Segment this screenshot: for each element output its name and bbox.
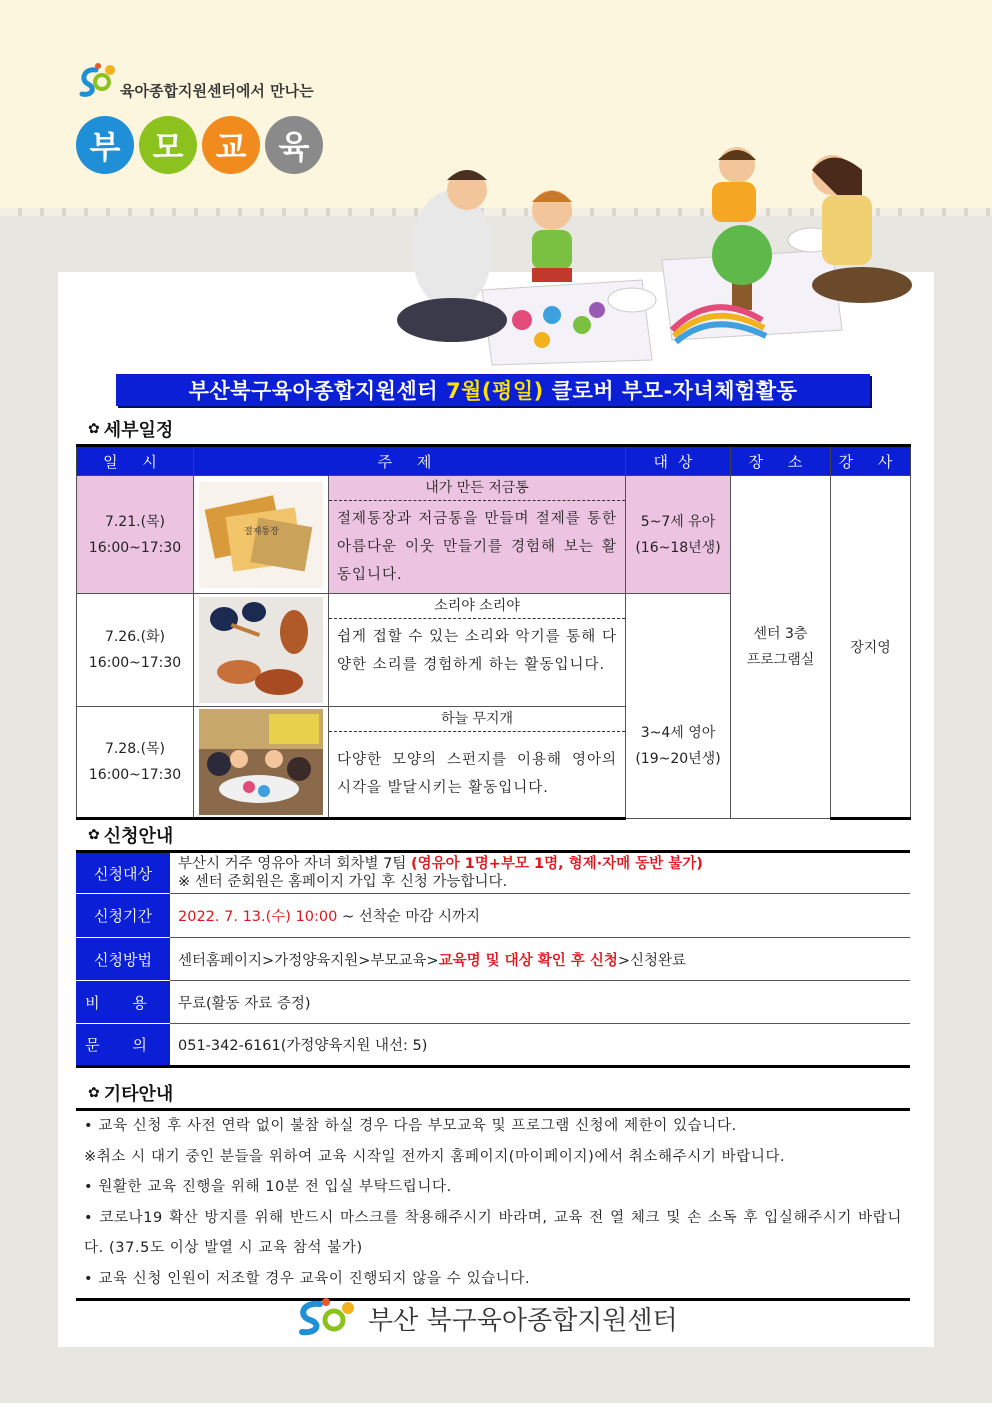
apply-method-label: 신청방법 [76,938,170,981]
header-date: 일 시 [77,446,194,476]
apply-method-path: 센터홈페이지>가정양육지원>부모교육> [178,952,439,969]
session-date: 7.21.(목) [104,513,166,530]
footer-logo-icon [296,1296,362,1340]
apply-period-value [170,894,910,938]
apply-target-note: ※ 센터 준회원은 홈페이지 가입 후 신청 가능합니다. [178,874,508,890]
apply-contact-label: 문 의 [76,1024,170,1067]
target-birth-years: (19~20년생) [635,751,721,767]
table-row [76,852,910,894]
apply-period-label: 신청기간 [76,894,170,938]
apply-method-suffix: >신청완료 [617,952,687,969]
notes-title-text: 기타안내 [103,1084,174,1105]
apply-cost-value: 무료(활동 자료 증정) [170,981,910,1024]
place-cell [731,476,831,819]
header-place: 장 소 [731,446,831,476]
apply-period-end: ~ 선착순 마감 시까지 [337,909,480,925]
schedule-title-text: 세부일정 [103,420,174,441]
session-date: 7.28.(목) [104,741,166,757]
schedule-section-title [88,416,173,442]
footer [296,1296,678,1340]
family-painting-illustration [392,140,912,370]
session-topic [329,707,626,819]
session-photo-cell [194,707,329,819]
apply-title-text: 신청안내 [103,826,174,847]
target-birth-years: (16~18년생) [635,539,721,556]
footer-org-name: 부산 북구육아종합지원센터 [368,1305,678,1336]
maracas-photo [199,597,323,703]
session-time: 16:00~17:30 [88,767,182,783]
apply-target-text: 부산시 거주 영유아 자녀 회차별 7팀 [178,856,411,872]
table-row [76,981,910,1024]
table-row [76,894,910,938]
session-photo-cell [194,594,329,707]
session-title: 하늘 무지개 [329,707,625,732]
list-item: • 교육 신청 후 사전 연락 없이 불참 하실 경우 다음 부모교육 및 프로그램 신청에 제한이 있습니다. [84,1118,737,1134]
session-datetime [77,707,194,819]
session-title: 소리야 소리야 [329,594,625,619]
header-instructor: 강 사 [831,446,911,476]
title-char-3: 교 [202,116,260,174]
header-target: 대상 [626,446,731,476]
session-datetime [77,594,194,707]
title-char-4: 육 [265,116,323,174]
header-topic: 주 제 [194,446,626,476]
notes-section-title [88,1080,173,1106]
list-item: • 코로나19 확산 방지를 위해 반드시 마스크를 착용해주시기 바라며, 교육 전 열 체크 및 손 소독 후 입실해주시기 바랍니다. (37.5도 이상 발열 시 교육 참석 불가) [84,1209,902,1256]
title-char-1: 부 [76,116,134,174]
session-description: 쉽게 접할 수 있는 소리와 악기를 통해 다양한 소리를 경험하게 하는 활동입니다. [337,629,617,673]
session-time: 16:00~17:30 [88,655,182,671]
title-circles [76,116,323,174]
program-title-banner [116,374,870,406]
apply-method-highlight: 교육명 및 대상 확인 후 신청 [438,952,618,969]
session-topic [329,594,626,707]
apply-target-condition: (영유아 1명+부모 1명, 형제·자매 동반 불가) [410,856,703,872]
target-age: 5~7세 유아 [640,513,716,530]
flower-bullet-icon: ✿ [88,1085,100,1101]
apply-cost-label: 비 용 [76,981,170,1024]
banner-highlight: 7월(평일) [446,379,544,403]
schedule-header-row [77,446,911,476]
list-item: • 교육 신청 인원이 저조할 경우 교육이 진행되지 않을 수 있습니다. [84,1270,531,1287]
list-item: • 원활한 교육 진행을 위해 10분 전 입실 부탁드립니다. [84,1179,452,1195]
flower-bullet-icon: ✿ [88,421,100,437]
header-subtitle: 육아종합지원센터에서 만나는 [120,81,314,100]
banner-suffix: 클로버 부모-자녀체험활동 [551,379,798,403]
apply-period-start: 2022. 7. 13.(수) 10:00 [178,909,338,925]
apply-target-value [170,852,910,894]
apply-info-table [76,850,910,1068]
title-char-2: 모 [139,116,197,174]
table-row [77,476,911,594]
center-logo-icon [78,62,118,102]
savings-book-photo [199,482,323,588]
photo-label: 절제통장 [244,526,279,537]
apply-target-label: 신청대상 [76,852,170,894]
apply-method-value [170,938,910,981]
place-room: 프로그램실 [746,652,815,668]
table-row [76,1024,910,1067]
table-row [76,938,910,981]
apply-contact-value: 051-342-6161(가정양육지원 내선: 5) [170,1024,910,1067]
session-photo-cell [194,476,329,594]
target-age: 3~4세 영아 [640,725,716,741]
session-description: 다양한 모양의 스펀지를 이용해 영아의 시각을 발달시키는 활동입니다. [337,752,617,796]
flower-bullet-icon: ✿ [88,827,100,843]
banner-prefix: 부산북구육아종합지원센터 [188,379,439,403]
target-cell [626,476,731,594]
session-date: 7.26.(화) [104,629,166,645]
session-datetime [77,476,194,594]
list-item: ※취소 시 대기 중인 분들을 위하여 교육 시작일 전까지 홈페이지(마이페이지)에서 취소해주시기 바랍니다. [84,1148,786,1165]
schedule-table [76,444,911,820]
session-description: 절제통장과 저금통을 만들며 절제를 통한 아름다운 이웃 만들기를 경험해 보는 활동입니다. [337,511,617,583]
session-topic [329,476,626,594]
session-time: 16:00~17:30 [88,539,182,556]
apply-section-title [88,822,173,848]
classroom-activity-photo [199,709,323,815]
session-title: 내가 만든 저금통 [329,476,625,501]
place-floor: 센터 3층 [753,626,808,642]
header-subtitle-group [78,62,314,102]
instructor-cell: 장지영 [831,476,911,819]
notes-list [76,1108,910,1301]
target-cell [626,594,731,819]
